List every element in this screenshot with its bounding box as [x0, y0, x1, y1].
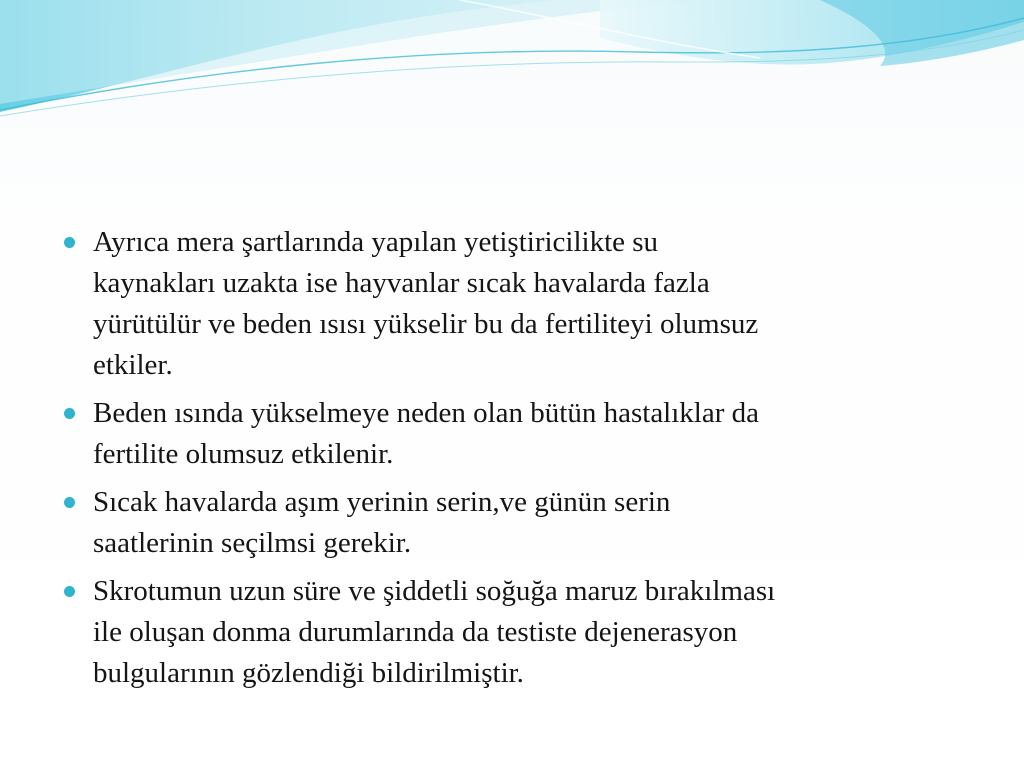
bullet-line: kaynakları uzakta ise hayvanlar sıcak havalarda fazla: [93, 267, 710, 299]
bullet-line: ile oluşan donma durumlarında da testiste dejenerasyon: [93, 616, 738, 648]
bullet-line: yürütülür ve beden ısısı yükselir bu da fertiliteyi olumsuz: [93, 308, 759, 340]
bullet-item-2: [62, 393, 962, 475]
bullet-line: Ayrıca mera şartlarında yapılan yetiştiricilikte su: [93, 226, 659, 258]
content-area: [62, 222, 962, 701]
bullet-dot-icon: [64, 237, 75, 248]
bullet-line: fertilite olumsuz etkilenir.: [93, 438, 394, 470]
bullet-dot-icon: [64, 497, 75, 508]
bullet-line: etkiler.: [93, 349, 173, 381]
bullet-item-4: [62, 571, 962, 694]
bullet-dot-icon: [64, 586, 75, 597]
bullet-line: Sıcak havalarda aşım yerinin serin,ve günün serin: [93, 486, 671, 518]
bullet-item-3: [62, 482, 962, 564]
bullet-dot-icon: [64, 408, 75, 419]
bullet-line: Skrotumun uzun süre ve şiddetli soğuğa maruz bırakılması: [93, 575, 776, 607]
header-wave-decoration: [0, 0, 1024, 130]
bullet-line: saatlerinin seçilmsi gerekir.: [93, 527, 412, 559]
bullet-line: bulgularının gözlendiği bildirilmiştir.: [93, 657, 524, 689]
bullet-line: Beden ısında yükselmeye neden olan bütün hastalıklar da: [93, 397, 760, 429]
bullet-list: [62, 222, 962, 694]
bullet-item-1: [62, 222, 962, 386]
